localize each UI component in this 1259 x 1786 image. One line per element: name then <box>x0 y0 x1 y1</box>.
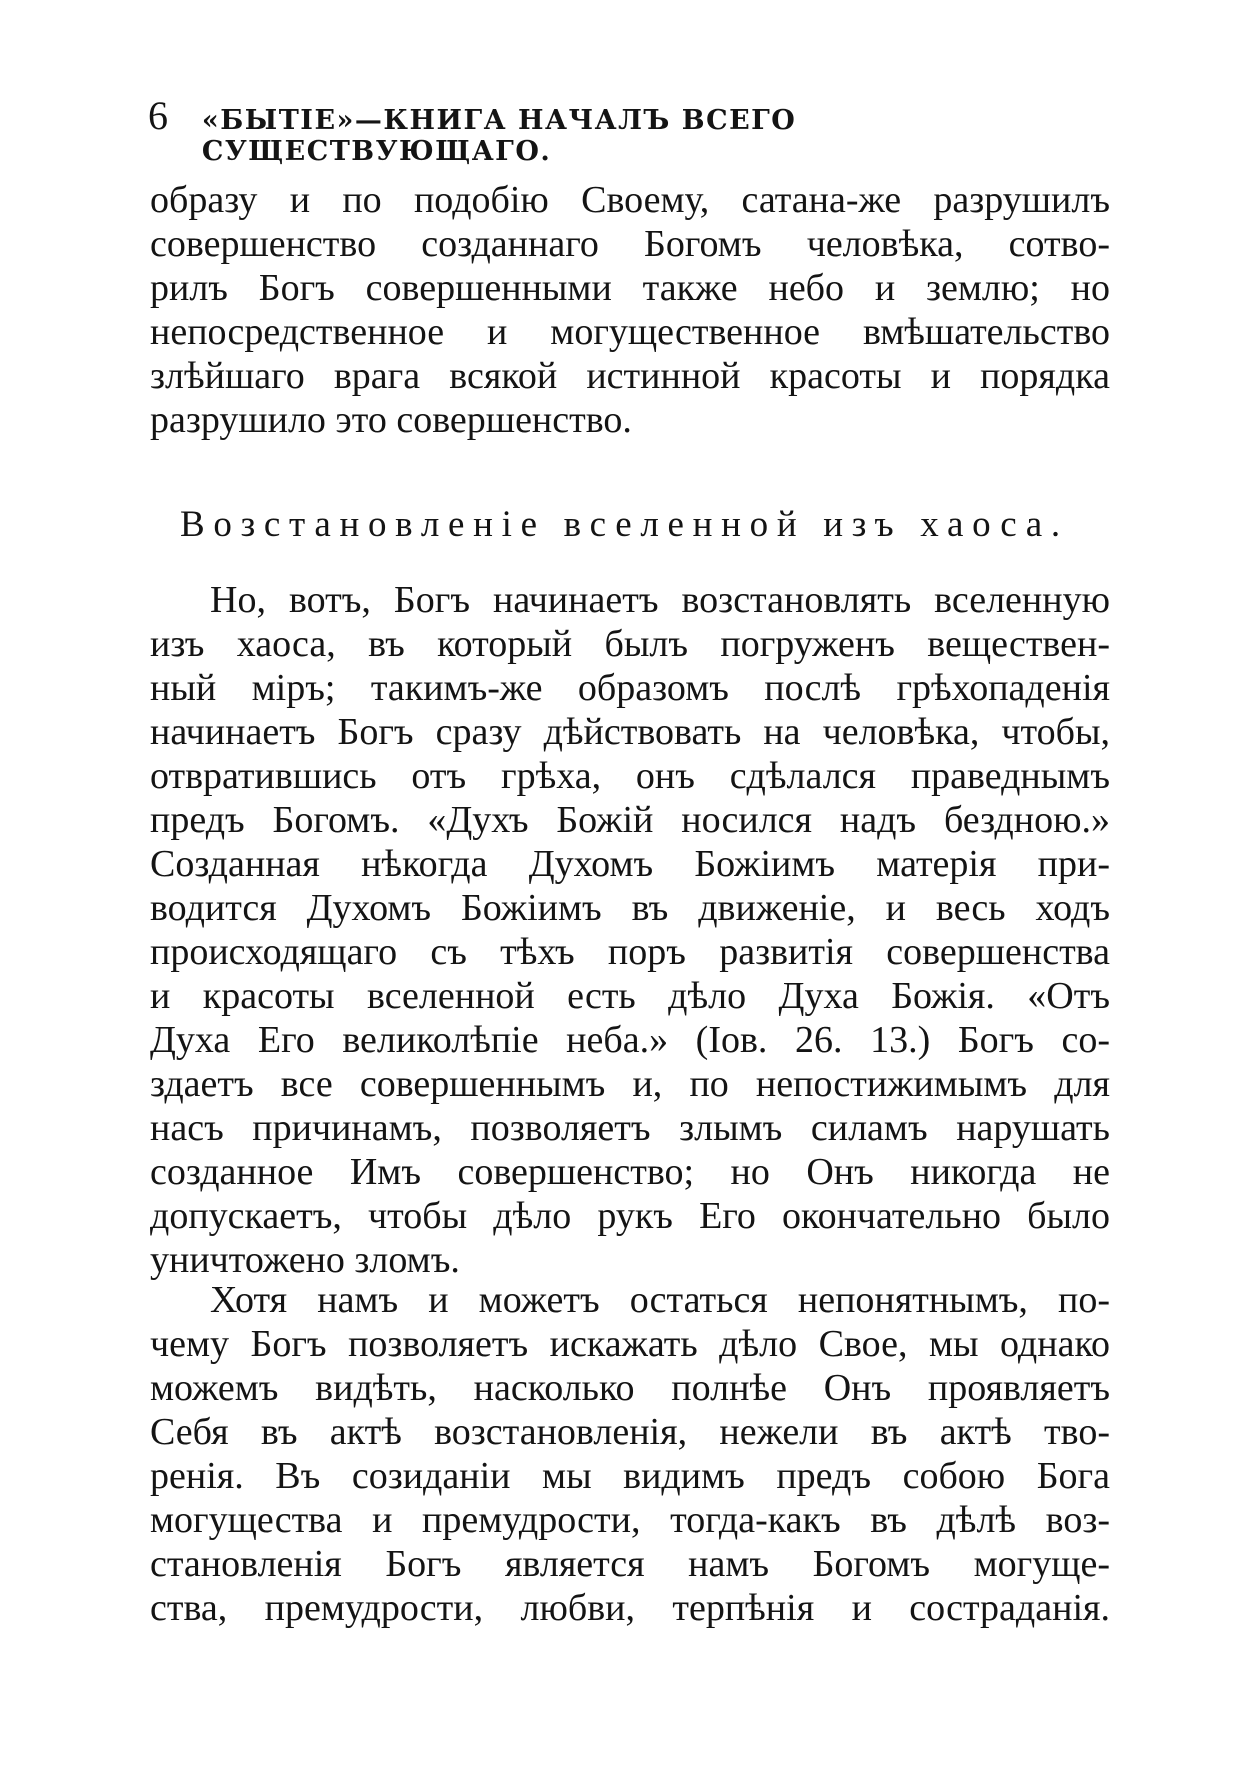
text-line: созданное Имъ совершенство; но Онъ никогда не <box>150 1151 1110 1193</box>
text-line: здаетъ все совершеннымъ и, по непостижимымъ для <box>150 1063 1110 1105</box>
running-title: «БЫТІЕ»—КНИГА НАЧАЛЪ ВСЕГО СУЩЕСТВУЮЩАГО. <box>201 105 797 167</box>
text-line: образу и по подобію Своему, сатана-же разрушилъ <box>150 179 1110 221</box>
text-line: Себя въ актѣ возстановленія, нежели въ актѣ тво- <box>150 1411 1110 1453</box>
text-line: уничтожено зломъ. <box>150 1239 460 1281</box>
text-line: водится Духомъ Божіимъ въ движеніе, и весь ходъ <box>150 887 1110 929</box>
text-line: могущества и премудрости, тогда-какъ въ дѣлѣ воз- <box>150 1499 1110 1541</box>
text-line: ренія. Въ созиданіи мы видимъ предъ собою Бога <box>150 1455 1110 1497</box>
text-line: изъ хаоса, въ который былъ погруженъ веществен- <box>150 623 1110 665</box>
text-line: разрушило это совершенство. <box>150 399 632 441</box>
text-line: происходящаго съ тѣхъ поръ развитія совершенства <box>150 931 1110 973</box>
text-line: допускаетъ, чтобы дѣло рукъ Его окончательно было <box>150 1195 1110 1237</box>
text-line: ный міръ; такимъ-же образомъ послѣ грѣхопаденія <box>150 667 1110 709</box>
running-head <box>148 92 1088 167</box>
paragraph-creation-vs-restoration <box>150 1278 1110 1630</box>
text-line: начинаетъ Богъ сразу дѣйствовать на человѣка, чтобы, <box>150 711 1110 753</box>
text-line: ства, премудрости, любви, терпѣнія и состраданія. <box>150 1587 1110 1629</box>
paragraph-continuation <box>150 178 1110 442</box>
text-line: предъ Богомъ. «Духъ Божій носился надъ бездною.» <box>150 799 1110 841</box>
text-line: насъ причинамъ, позволяетъ злымъ силамъ нарушать <box>150 1107 1110 1149</box>
text-line: совершенство созданнаго Богомъ человѣка, сотво- <box>150 223 1110 265</box>
text-line: чему Богъ позволяетъ искажать дѣло Свое, мы однако <box>150 1323 1110 1365</box>
section-heading: Возстановленіе вселенной изъ хаоса. <box>180 504 1069 545</box>
text-line: Но, вотъ, Богъ начинаетъ возстановлять вселенную <box>210 579 1110 621</box>
text-line: можемъ видѣть, насколько полнѣе Онъ проявляетъ <box>150 1367 1110 1409</box>
text-line: непосредственное и могущественное вмѣшательство <box>150 311 1110 353</box>
text-line: и красоты вселенной есть дѣло Духа Божія. «Отъ <box>150 975 1110 1017</box>
text-line: Созданная нѣкогда Духомъ Божіимъ матерія при- <box>150 843 1110 885</box>
text-line: становленія Богъ является намъ Богомъ могуще- <box>150 1543 1110 1585</box>
text-line: злѣйшаго врага всякой истинной красоты и порядка <box>150 355 1110 397</box>
text-line: рилъ Богъ совершенными также небо и землю; но <box>150 267 1110 309</box>
page-number: 6 <box>148 93 168 138</box>
paragraph-restoration <box>150 578 1110 1282</box>
text-line: Хотя намъ и можетъ остаться непонятнымъ, по- <box>210 1279 1110 1321</box>
text-line: отвратившись отъ грѣха, онъ сдѣлался праведнымъ <box>150 755 1110 797</box>
text-line: Духа Его великолѣпіе неба.» (Іов. 26. 13.) Богъ со- <box>150 1019 1110 1061</box>
